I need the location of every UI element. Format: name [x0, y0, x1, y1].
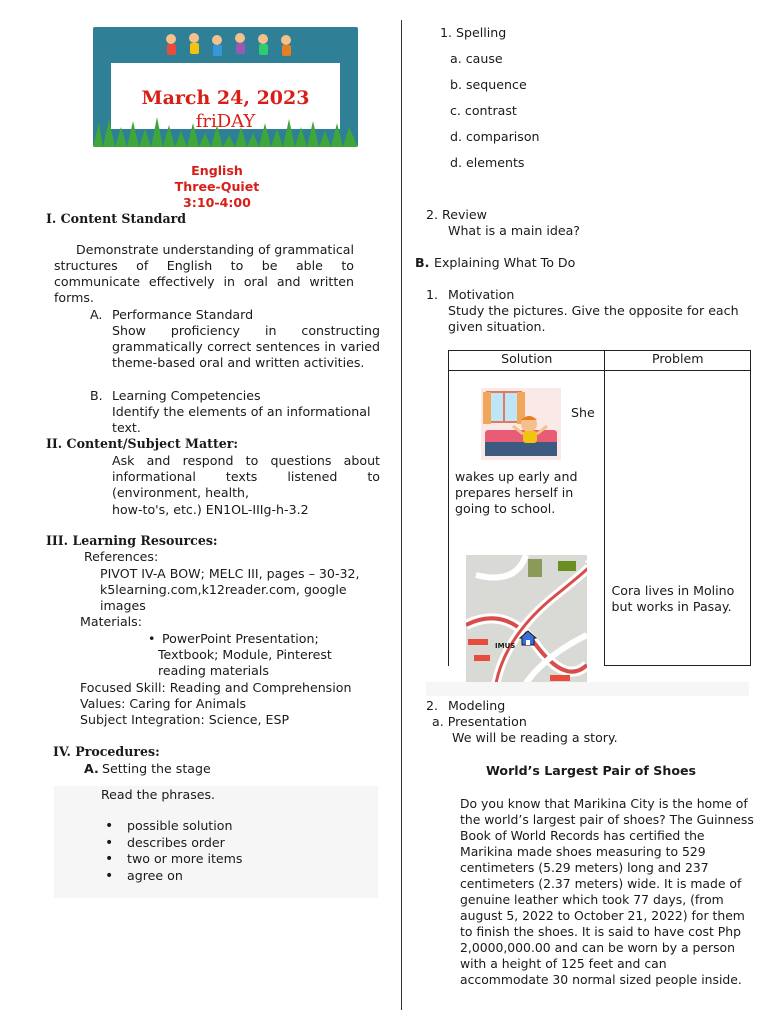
list-item: • describes order: [101, 835, 242, 852]
review-question: What is a main idea?: [448, 223, 580, 238]
list-item: • agree on: [101, 868, 242, 885]
learning-resources-heading: III. Learning Resources:: [46, 533, 218, 548]
modeling-number: 2.: [426, 698, 439, 713]
explaining-label: B.: [415, 255, 430, 270]
house-icon: [519, 630, 537, 646]
content-standard-text: Demonstrate understanding of grammatical structures of English to be able to communicate effectively in oral and written forms.: [54, 242, 354, 305]
spelling-word: d. comparison: [450, 129, 540, 144]
girl-waking-illustration: [481, 388, 561, 460]
problem-text: Cora lives in Molino but works in Pasay.: [611, 583, 735, 614]
explaining-title: Explaining What To Do: [434, 255, 576, 270]
she-label: She: [571, 405, 595, 420]
phrase-list: [101, 818, 242, 884]
procedures-a-label: A.: [84, 761, 99, 776]
story-title: World’s Largest Pair of Shoes: [485, 763, 697, 778]
subject-integration: Subject Integration: Science, ESP: [80, 712, 290, 727]
list-item: • two or more items: [101, 851, 242, 868]
solution-text: wakes up early and prepares herself in going to school.: [455, 469, 578, 516]
performance-standard-label: A.: [90, 307, 103, 322]
performance-standard-text: Show proficiency in constructing grammatically correct sentences in varied theme-based oral and written activities.: [112, 323, 380, 370]
procedures-heading: IV. Procedures:: [53, 744, 160, 759]
learning-competencies-title: Learning Competencies: [112, 388, 261, 403]
subject-label: English: [191, 163, 243, 178]
column-divider: [401, 20, 402, 1010]
motivation-number: 1.: [426, 287, 439, 302]
content-standard-heading: I. Content Standard: [46, 211, 187, 226]
spelling-word: a. cause: [450, 51, 503, 66]
date-banner: [93, 27, 358, 147]
table-header-problem: Problem: [605, 351, 751, 371]
materials-label: Materials:: [80, 614, 142, 629]
solution-problem-table: [448, 350, 751, 666]
banner-date: March 24, 2023: [141, 87, 310, 109]
materials-bullet: •: [148, 631, 156, 646]
spelling-word: b. sequence: [450, 77, 527, 92]
spelling-word: c. contrast: [450, 103, 517, 118]
references-label: References:: [84, 549, 159, 564]
kids-banner-illustration: [159, 30, 299, 64]
modeling-title: Modeling: [448, 698, 506, 713]
map-illustration: [466, 555, 587, 683]
story-body: Do you know that Marikina City is the home of the world’s largest pair of shoes? The Guinness Book of World Records has certified the Marikina made shoes measuring to 529 centimeters (5.29 meters) long and 237 centimeters (2.37 meters) wide. It is made of genuine leather which took 77 days, (from august 5, 2022 to October 21, 2022) for them to finish the shoes. It is said to have cost Php 2,0000,000.00 and can be worn by a person with a height of 125 feet and can accommodate 30 normal sized people inside.: [460, 796, 754, 987]
phrases-instruction: Read the phrases.: [101, 787, 216, 802]
performance-standard-title: Performance Standard: [112, 307, 254, 322]
focused-skill: Focused Skill: Reading and Comprehension: [80, 680, 352, 695]
references-text: PIVOT IV-A BOW; MELC III, pages – 30-32, k5learning.com,k12reader.com, google images: [100, 566, 360, 613]
materials-text: PowerPoint Presentation; Textbook; Module, Pinterest reading materials: [158, 631, 332, 678]
banner-day: friDAY: [195, 111, 256, 132]
subject-matter-code: how-to's, etc.) EN1OL-IIIg-h-3.2: [112, 502, 309, 517]
procedures-a-title: Setting the stage: [102, 761, 211, 776]
learning-competencies-label: B.: [90, 388, 103, 403]
spelling-word: d. elements: [450, 155, 525, 170]
shaded-divider: [426, 682, 749, 696]
map-label-imus: IMUS: [495, 642, 516, 650]
motivation-instruction: Study the pictures. Give the opposite for each given situation.: [448, 303, 739, 334]
section-label: Three-Quiet: [174, 179, 260, 194]
motivation-title: Motivation: [448, 287, 515, 302]
spelling-title: 1. Spelling: [440, 25, 507, 40]
learning-competencies-text: Identify the elements of an informational text.: [112, 404, 371, 435]
values-line: Values: Caring for Animals: [80, 696, 247, 711]
table-header-solution: Solution: [449, 351, 605, 371]
solution-cell: [449, 371, 605, 666]
phrases-box: [54, 786, 378, 898]
presentation-text: We will be reading a story.: [452, 730, 618, 745]
subject-matter-heading: II. Content/Subject Matter:: [46, 436, 239, 451]
time-label: 3:10-4:00: [183, 195, 251, 210]
subject-matter-text: Ask and respond to questions about informational texts listened to (environment, health,: [112, 453, 380, 500]
problem-cell: [605, 371, 751, 666]
review-title: 2. Review: [426, 207, 487, 222]
presentation-label: a. Presentation: [432, 714, 527, 729]
list-item: • possible solution: [101, 818, 242, 835]
